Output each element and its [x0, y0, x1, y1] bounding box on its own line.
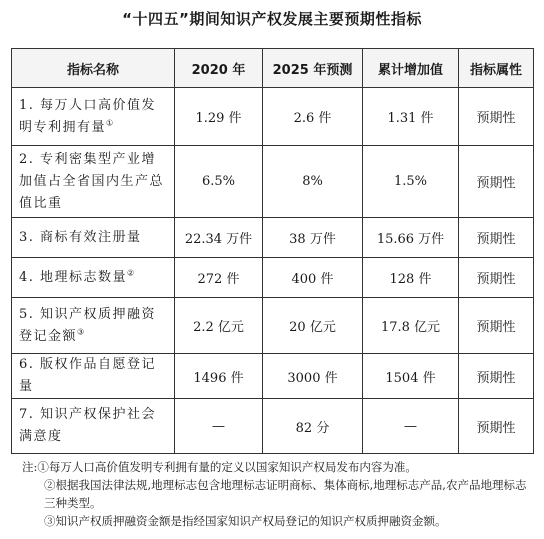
value-2020: 2.2 亿元 — [175, 298, 263, 354]
value-2025: 3000 件 — [263, 354, 363, 399]
value-2020: 1496 件 — [175, 354, 263, 399]
value-attribute: 预期性 — [459, 146, 534, 218]
indicator-name: 2. 专利密集型产业增加值占全省国内生产总值比重 — [12, 146, 175, 218]
value-increase: 17.8 亿元 — [363, 298, 459, 354]
footnote-2: ②根据我国法律法规,地理标志包含地理标志证明商标、集体商标,地理标志产品,农产品地理标志三种类型。 — [44, 478, 527, 510]
header-2020: 2020 年 — [175, 49, 263, 88]
value-increase: 1.31 件 — [363, 88, 459, 146]
value-increase: 15.66 万件 — [363, 218, 459, 258]
header-2025-forecast: 2025 年预测 — [263, 49, 363, 88]
value-increase: — — [363, 399, 459, 454]
header-cumulative-increase: 累计增加值 — [363, 49, 459, 88]
value-attribute: 预期性 — [459, 298, 534, 354]
table-row — [12, 298, 534, 354]
value-attribute: 预期性 — [459, 218, 534, 258]
indicator-name: 7. 知识产权保护社会满意度 — [12, 399, 175, 454]
indicator-name: 1. 每万人口高价值发明专利拥有量① — [12, 88, 175, 146]
indicator-name: 4. 地理标志数量② — [12, 258, 175, 298]
value-attribute: 预期性 — [459, 399, 534, 454]
value-increase: 1504 件 — [363, 354, 459, 399]
value-attribute: 预期性 — [459, 88, 534, 146]
value-2020: — — [175, 399, 263, 454]
footnote-marker: ① — [106, 118, 115, 128]
footnote-marker: ② — [127, 268, 136, 278]
value-attribute: 预期性 — [459, 354, 534, 399]
indicator-name: 6. 版权作品自愿登记量 — [12, 354, 175, 399]
value-2025: 38 万件 — [263, 218, 363, 258]
footnotes — [22, 458, 532, 530]
table-row — [12, 399, 534, 454]
table-row — [12, 258, 534, 298]
value-attribute: 预期性 — [459, 258, 534, 298]
header-indicator-name: 指标名称 — [12, 49, 175, 88]
value-2020: 22.34 万件 — [175, 218, 263, 258]
header-row — [12, 49, 534, 88]
value-2020: 6.5% — [175, 146, 263, 218]
table-row — [12, 354, 534, 399]
value-increase: 1.5% — [363, 146, 459, 218]
header-attribute: 指标属性 — [459, 49, 534, 88]
indicator-name: 5. 知识产权质押融资登记金额③ — [12, 298, 175, 354]
value-2020: 1.29 件 — [175, 88, 263, 146]
value-2025: 82 分 — [263, 399, 363, 454]
value-2025: 8% — [263, 146, 363, 218]
footnote-3: ③知识产权质押融资金额是指经国家知识产权局登记的知识产权质押融资金额。 — [44, 514, 447, 528]
footnote-1: 注:①每万人口高价值发明专利拥有量的定义以国家知识产权局发布内容为准。 — [22, 460, 417, 474]
footnote-marker: ③ — [77, 327, 86, 337]
table-row — [12, 88, 534, 146]
indicator-table — [11, 48, 534, 454]
value-2020: 272 件 — [175, 258, 263, 298]
table-title: “十四五”期间知识产权发展主要预期性指标 — [122, 10, 422, 28]
indicator-name: 3. 商标有效注册量 — [12, 218, 175, 258]
table-row — [12, 218, 534, 258]
value-2025: 400 件 — [263, 258, 363, 298]
table-row — [12, 146, 534, 218]
value-2025: 2.6 件 — [263, 88, 363, 146]
value-increase: 128 件 — [363, 258, 459, 298]
value-2025: 20 亿元 — [263, 298, 363, 354]
